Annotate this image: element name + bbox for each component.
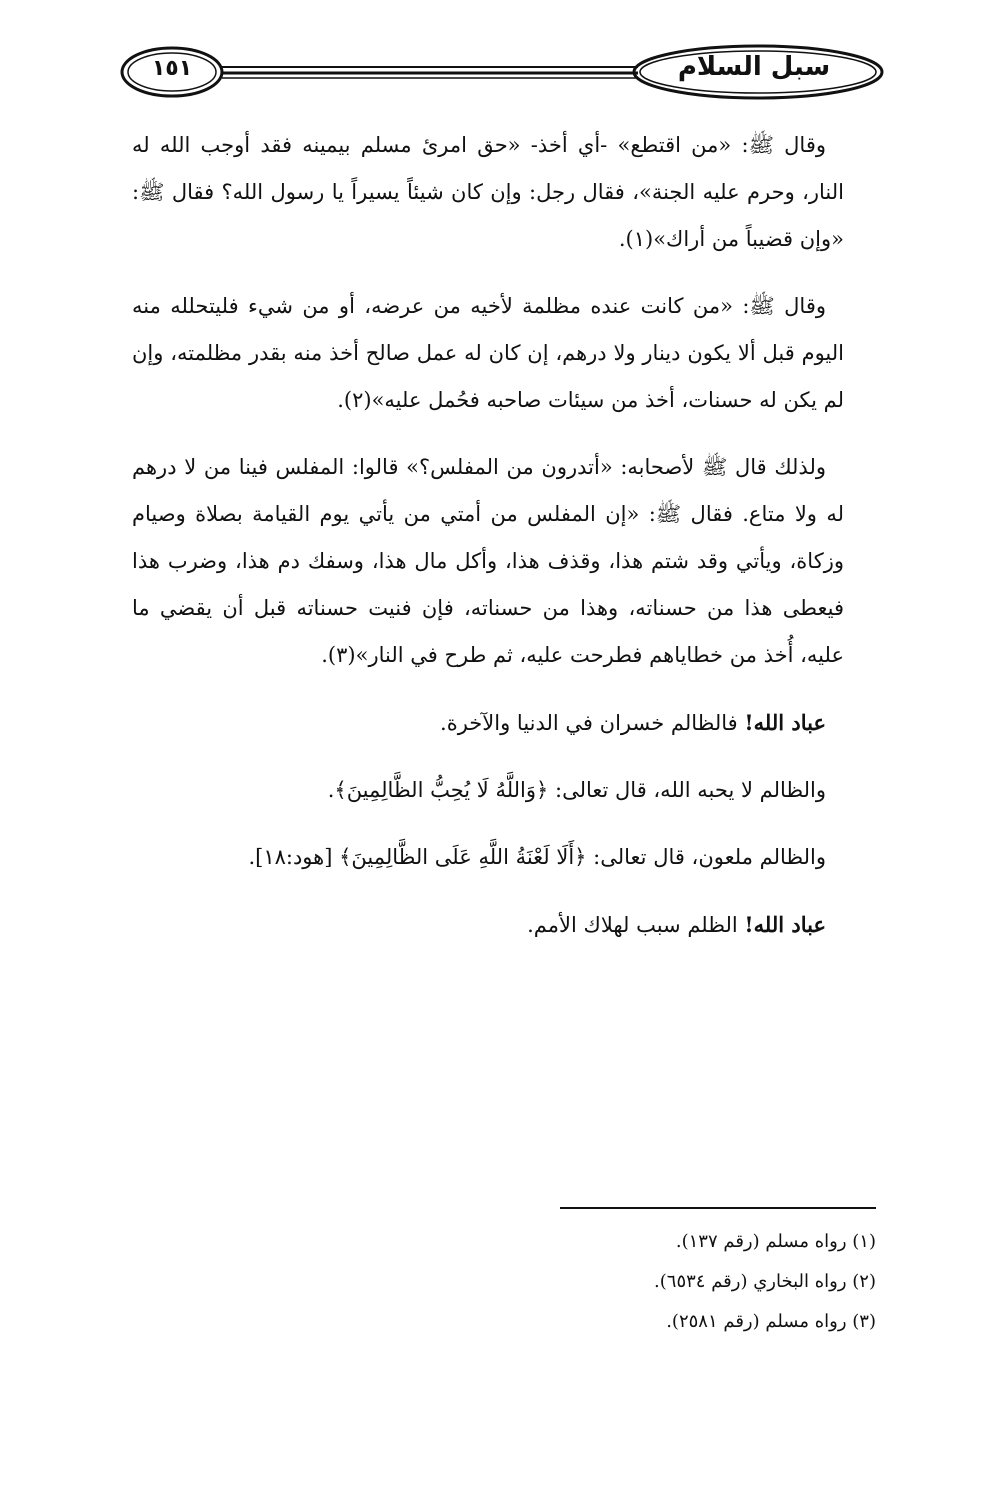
paragraph-2 [132,283,844,424]
footnote-1: (١) رواه مسلم (رقم ١٣٧). [675,1231,876,1252]
body-text [132,122,844,969]
paragraph-text: الظلم سبب لهلاك الأمم. [527,913,745,937]
paragraph-text: فالظالم خسران في الدنيا والآخرة. [440,711,745,735]
paragraph-1 [132,122,844,263]
book-title: سبل السلام [677,52,831,82]
footnote-3: (٣) رواه مسلم (رقم ٢٥٨١). [666,1311,876,1332]
paragraph-6 [132,834,844,881]
page-header [118,42,886,102]
paragraph-text: والظالم ملعون، قال تعالى: ﴿أَلَا لَعْنَةُ اللَّهِ عَلَى الظَّالِمِينَ﴾ [هود:١٨]. [248,845,826,869]
page-number: ١٥١ [151,56,193,81]
paragraph-lead: عباد الله! [744,710,826,735]
paragraph-7 [132,901,844,949]
footnote-divider [560,1207,876,1209]
paragraph-5 [132,767,844,814]
paragraph-text: وقال ﷺ: «من كانت عنده مظلمة لأخيه من عرضه، أو من شيء فليتحلله منه اليوم قبل ألا يكون دينار ولا درهم، إن كان له عمل صالح أخذ منه بقدر مظلمته، وإن لم يكن له حسنات، أخذ من سيئات صاحبه فحُمل عليه»(٢). [132,294,844,412]
paragraph-text: والظالم لا يحبه الله، قال تعالى: ﴿وَاللَّهُ لَا يُحِبُّ الظَّالِمِينَ﴾. [327,778,826,802]
footnotes [420,1222,876,1342]
paragraph-text: وقال ﷺ: «من اقتطع» -أي أخذ- «حق امرئ مسلم بيمينه فقد أوجب الله له النار، وحرم عليه الجنة»، فقال رجل: وإن كان شيئاً يسيراً يا رسول الله؟ فقال ﷺ: «وإن قضيباً من أراك»(١). [132,133,844,251]
footnote-2: (٢) رواه البخاري (رقم ٦٥٣٤). [654,1271,876,1292]
paragraph-lead: عباد الله! [744,912,826,937]
paragraph-3 [132,444,844,679]
paragraph-text: ولذلك قال ﷺ لأصحابه: «أتدرون من المفلس؟» قالوا: المفلس فينا من لا درهم له ولا متاع. فقال ﷺ: «إن المفلس من أمتي من يأتي يوم القيامة بصلاة وصيام وزكاة، ويأتي وقد شتم هذا، وقذف هذا، وأكل مال هذا، وسفك دم هذا، وضرب هذا فيعطى هذا من حسناته، وهذا من حسناته، فإن فنيت حسناته قبل أن يقضي ما عليه، أُخذ من خطاياهم فطرحت عليه، ثم طرح في النار»(٣). [132,455,844,667]
paragraph-4 [132,699,844,747]
